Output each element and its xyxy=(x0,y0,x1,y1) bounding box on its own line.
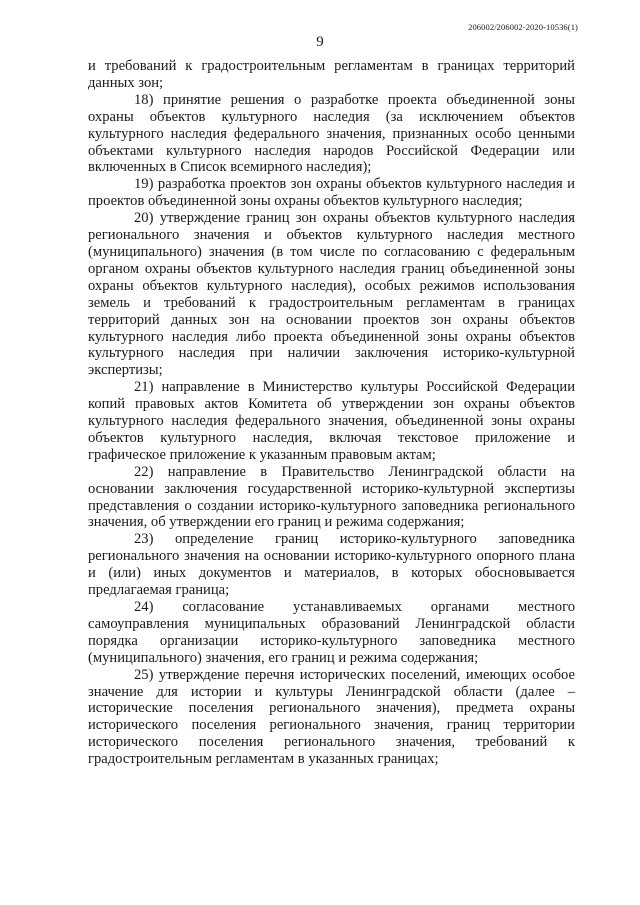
paragraph-item-24: 24) согласование устанавливаемых органами местного самоуправления муниципальных образований Ленинградской области порядка организации историко-культурного заповедника местного (муниципального) значения, его границ и режима содержания; xyxy=(88,599,575,666)
paragraph-continuation: и требований к градостроительным регламентам в границах территорий данных зон; xyxy=(88,58,575,91)
paragraph-item-19: 19) разработка проектов зон охраны объектов культурного наследия и проектов объединенной зоны охраны объектов культурного наследия; xyxy=(88,176,575,210)
page-number: 9 xyxy=(316,34,324,50)
paragraph-item-25: 25) утверждение перечня исторических поселений, имеющих особое значение для истории и культуры Ленинградской области (далее – исторические поселения регионального значения), предмета охраны исторического поселения регионального значения, границ территории исторического поселения регионального значения, требований к градостроительным регламентам в указанных границах; xyxy=(88,666,575,768)
document-id: 206002/206002-2020-10536(1) xyxy=(468,22,578,32)
paragraph-item-21: 21) направление в Министерство культуры Российской Федерации копий правовых актов Комитета об утверждении зон охраны объектов культурного наследия федерального значения, объединенной зоны охраны объектов культурного наследия, включая текстовое приложение и графическое приложение к указанным правовым актам; xyxy=(88,379,575,463)
document-body xyxy=(88,58,575,768)
paragraph-item-20: 20) утверждение границ зон охраны объектов культурного наследия регионального значения и объектов культурного наследия местного (муниципального) значения (в том числе по согласованию с федеральным органом охраны объектов культурного наследия границ объединенной зоны охраны объектов культурного наследия), особых режимов использования земель и требований к градостроительным регламентам в границах территорий данных зон на основании проектов зон охраны объектов культурного наследия либо проекта объединенной зоны охраны объектов культурного наследия при наличии заключения историко-культурной экспертизы; xyxy=(88,210,575,379)
paragraph-item-23: 23) определение границ историко-культурного заповедника регионального значения на основании историко-культурного опорного плана и (или) иных документов и материалов, в которых обосновывается предлагаемая граница; xyxy=(88,531,575,599)
paragraph-item-22: 22) направление в Правительство Ленинградской области на основании заключения государственной историко-культурной экспертизы представления о создании историко-культурного заповедника регионального значения, об утверждении его границ и режима содержания; xyxy=(88,463,575,531)
paragraph-item-18: 18) принятие решения о разработке проекта объединенной зоны охраны объектов культурного наследия (за исключением объектов культурного наследия федерального значения, признанных особо ценными объектами культурного наследия народов Российской Федерации или включенных в Список всемирного наследия); xyxy=(88,91,575,176)
